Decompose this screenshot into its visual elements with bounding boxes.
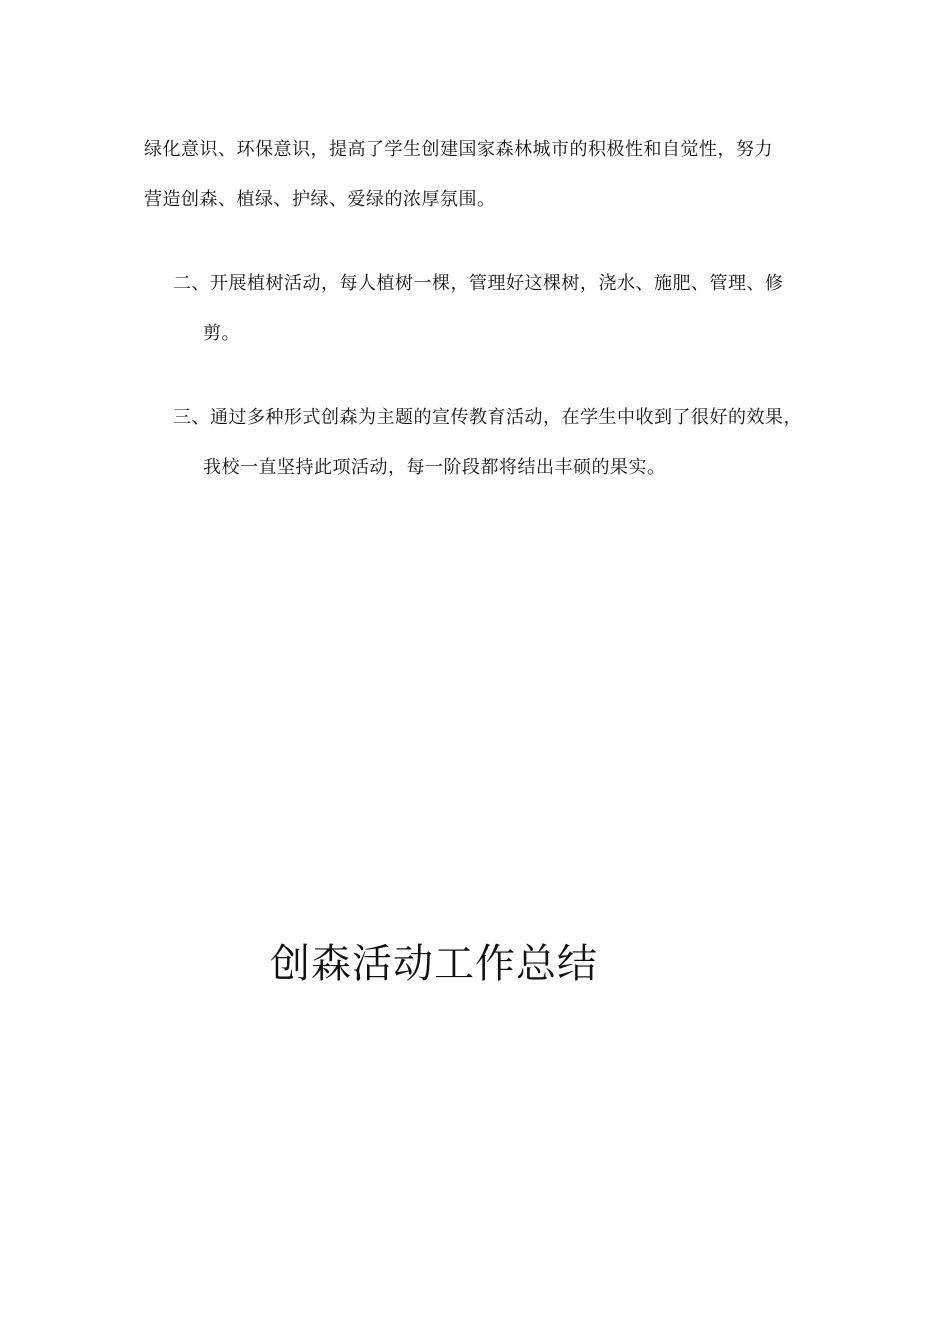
item-2-line-1: 二、开展植树活动，每人植树一棵，管理好这棵树，浇水、施肥、管理、修	[173, 273, 784, 294]
paragraph-1-line-2: 营造创森、植绿、护绿、爱绿的浓厚氛围。	[144, 189, 496, 210]
item-3-line-1: 三、通过多种形式创森为主题的宣传教育活动，在学生中收到了很好的效果，	[173, 407, 802, 428]
item-2-line-2: 剪。	[203, 323, 240, 344]
document-title: 创森活动工作总结	[270, 941, 598, 987]
item-3-line-2: 我校一直坚持此项活动，每一阶段都将结出丰硕的果实。	[203, 457, 666, 478]
paragraph-1-line-1: 绿化意识、环保意识，提高了学生创建国家森林城市的积极性和自觉性，努力	[144, 139, 773, 160]
